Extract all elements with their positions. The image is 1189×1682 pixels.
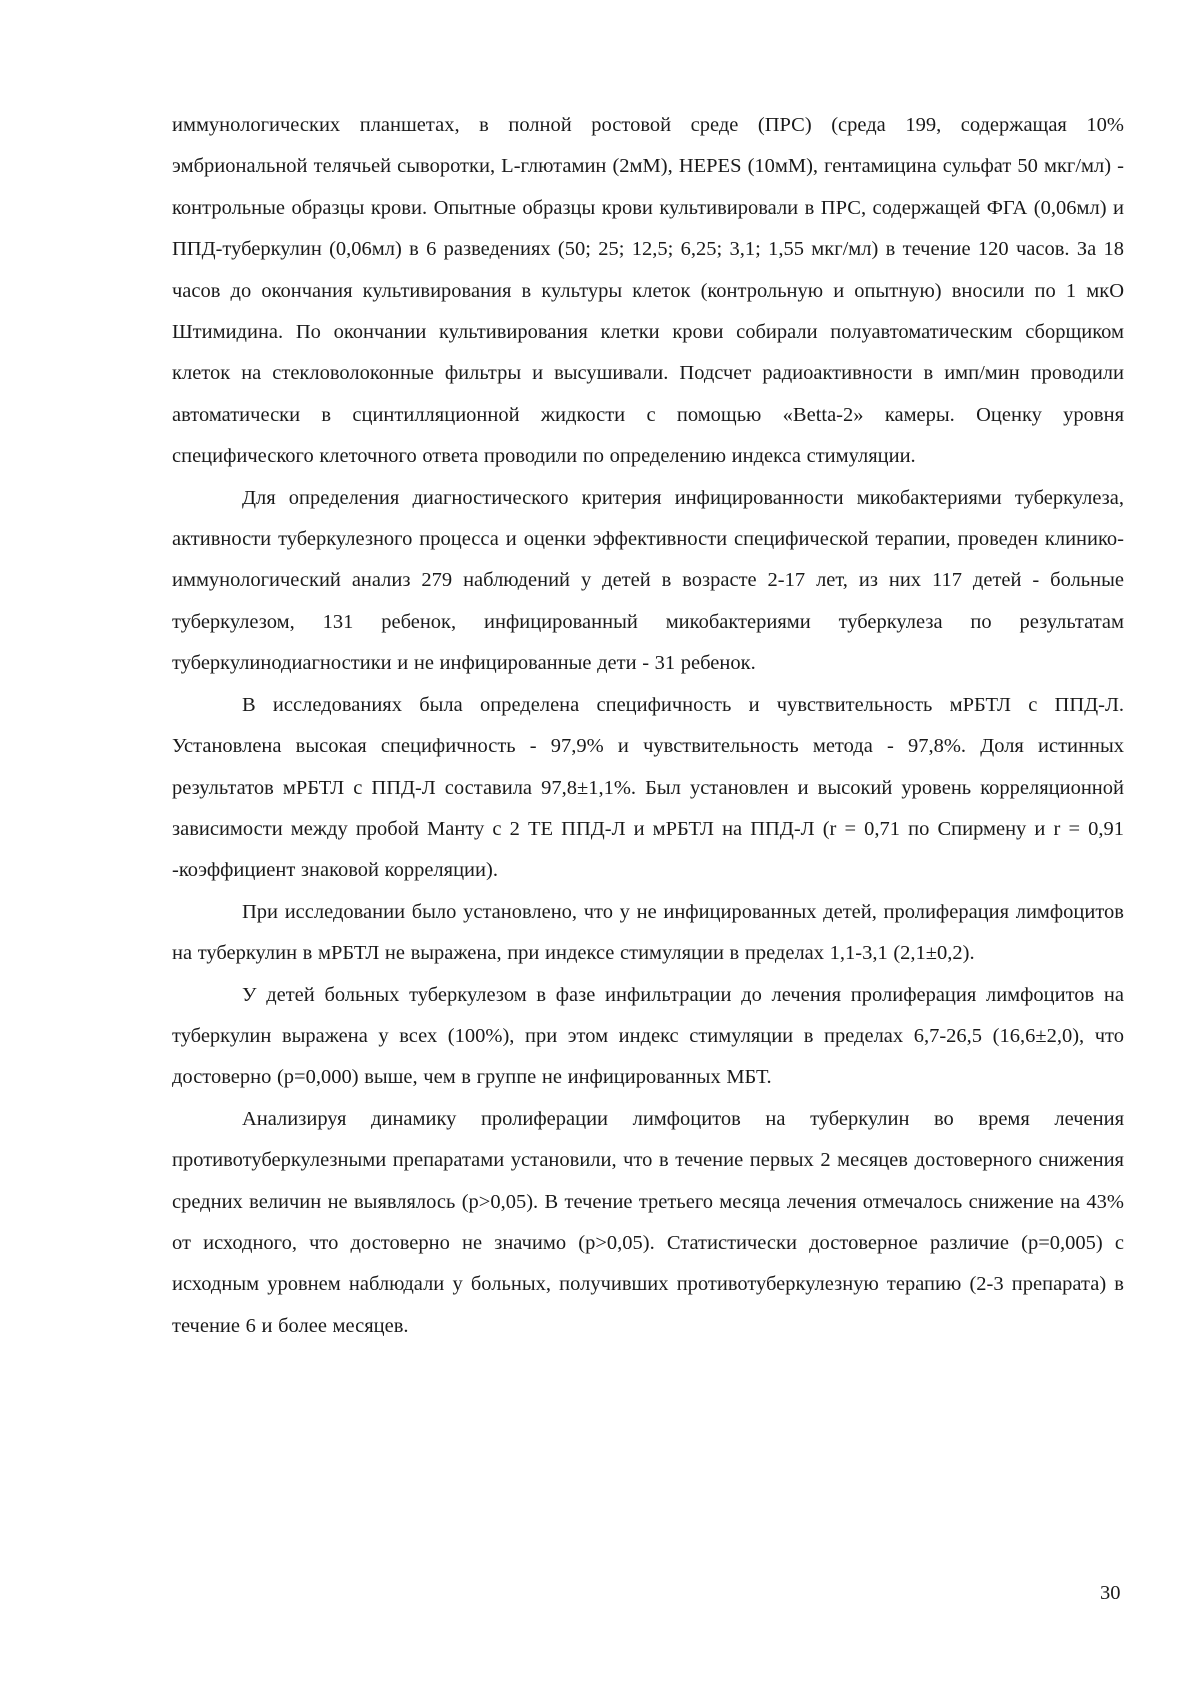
body-text <box>172 105 1124 1347</box>
paragraph-specificity: В исследованиях была определена специфичность и чувствительность мРБТЛ с ППД-Л. Установлена высокая специфичность - 97,9% и чувствительность метода - 97,8%. Доля истинных результатов мРБТЛ с ППД-Л составила 97,8±1,1%. Был установлен и высокий уровень корреляционной зависимости между пробой Манту с 2 ТЕ ППД-Л и мРБТЛ на ППД-Л (r = 0,71 по Спирмену и r = 0,91 -коэффициент знаковой корреляции). <box>172 693 1124 882</box>
paragraph-uninfected-children: При исследовании было установлено, что у не инфицированных детей, пролиферация лимфоцитов на туберкулин в мРБТЛ не выражена, при индексе стимуляции в пределах 1,1-3,1 (2,1±0,2). <box>172 900 1124 965</box>
paragraph-culture-method: иммунологических планшетах, в полной ростовой среде (ПРС) (среда 199, содержащая 10% эмбриональной телячьей сыворотки, L-глютамин (2мМ), HEPES (10мМ), гентамицина сульфат 50 мкг/мл) - контрольные образцы крови. Опытные образцы крови культивировали в ПРС, содержащей ФГА (0,06мл) и ППД-туберкулин (0,06мл) в 6 разведениях (50; 25; 12,5; 6,25; 3,1; 1,55 мкг/мл) в течение 120 часов. За 18 часов до окончания культивирования в культуры клеток (контрольную и опытную) вносили по 1 мкО Штимидина. По окончании культивирования клетки крови собирали полуавтоматическим сборщиком клеток на стекловолоконные фильтры и высушивали. Подсчет радиоактивности в имп/мин проводили автоматически в сцинтилляционной жидкости с помощью «Betta-2» камеры. Оценку уровня специфического клеточного ответа проводили по определению индекса стимуляции. <box>172 114 1124 468</box>
paragraph-study-design: Для определения диагностического критерия инфицированности микобактериями туберкулеза, активности туберкулезного процесса и оценки эффективности специфической терапии, проведен клинико-иммунологический анализ 279 наблюдений у детей в возрасте 2-17 лет, из них 117 детей - больные туберкулезом, 131 ребенок, инфицированный микобактериями туберкулеза по результатам туберкулинодиагностики и не инфицированные дети - 31 ребенок. <box>172 486 1124 675</box>
paragraph-infiltration-phase: У детей больных туберкулезом в фазе инфильтрации до лечения пролиферация лимфоцитов на туберкулин выражена у всех (100%), при этом индекс стимуляции в пределах 6,7-26,5 (16,6±2,0), что достоверно (p=0,000) выше, чем в группе не инфицированных МБТ. <box>172 983 1124 1089</box>
page-number: 30 <box>1100 1582 1121 1604</box>
paragraph-treatment-dynamics: Анализируя динамику пролиферации лимфоцитов на туберкулин во время лечения противотуберкулезными препаратами установили, что в течение первых 2 месяцев достоверного снижения средних величин не выявлялось (p>0,05). В течение третьего месяца лечения отмечалось снижение на 43% от исходного, что достоверно не значимо (p>0,05). Статистически достоверное различие (p=0,005) с исходным уровнем наблюдали у больных, получивших противотуберкулезную терапию (2-3 препарата) в течение 6 и более месяцев. <box>172 1107 1124 1337</box>
